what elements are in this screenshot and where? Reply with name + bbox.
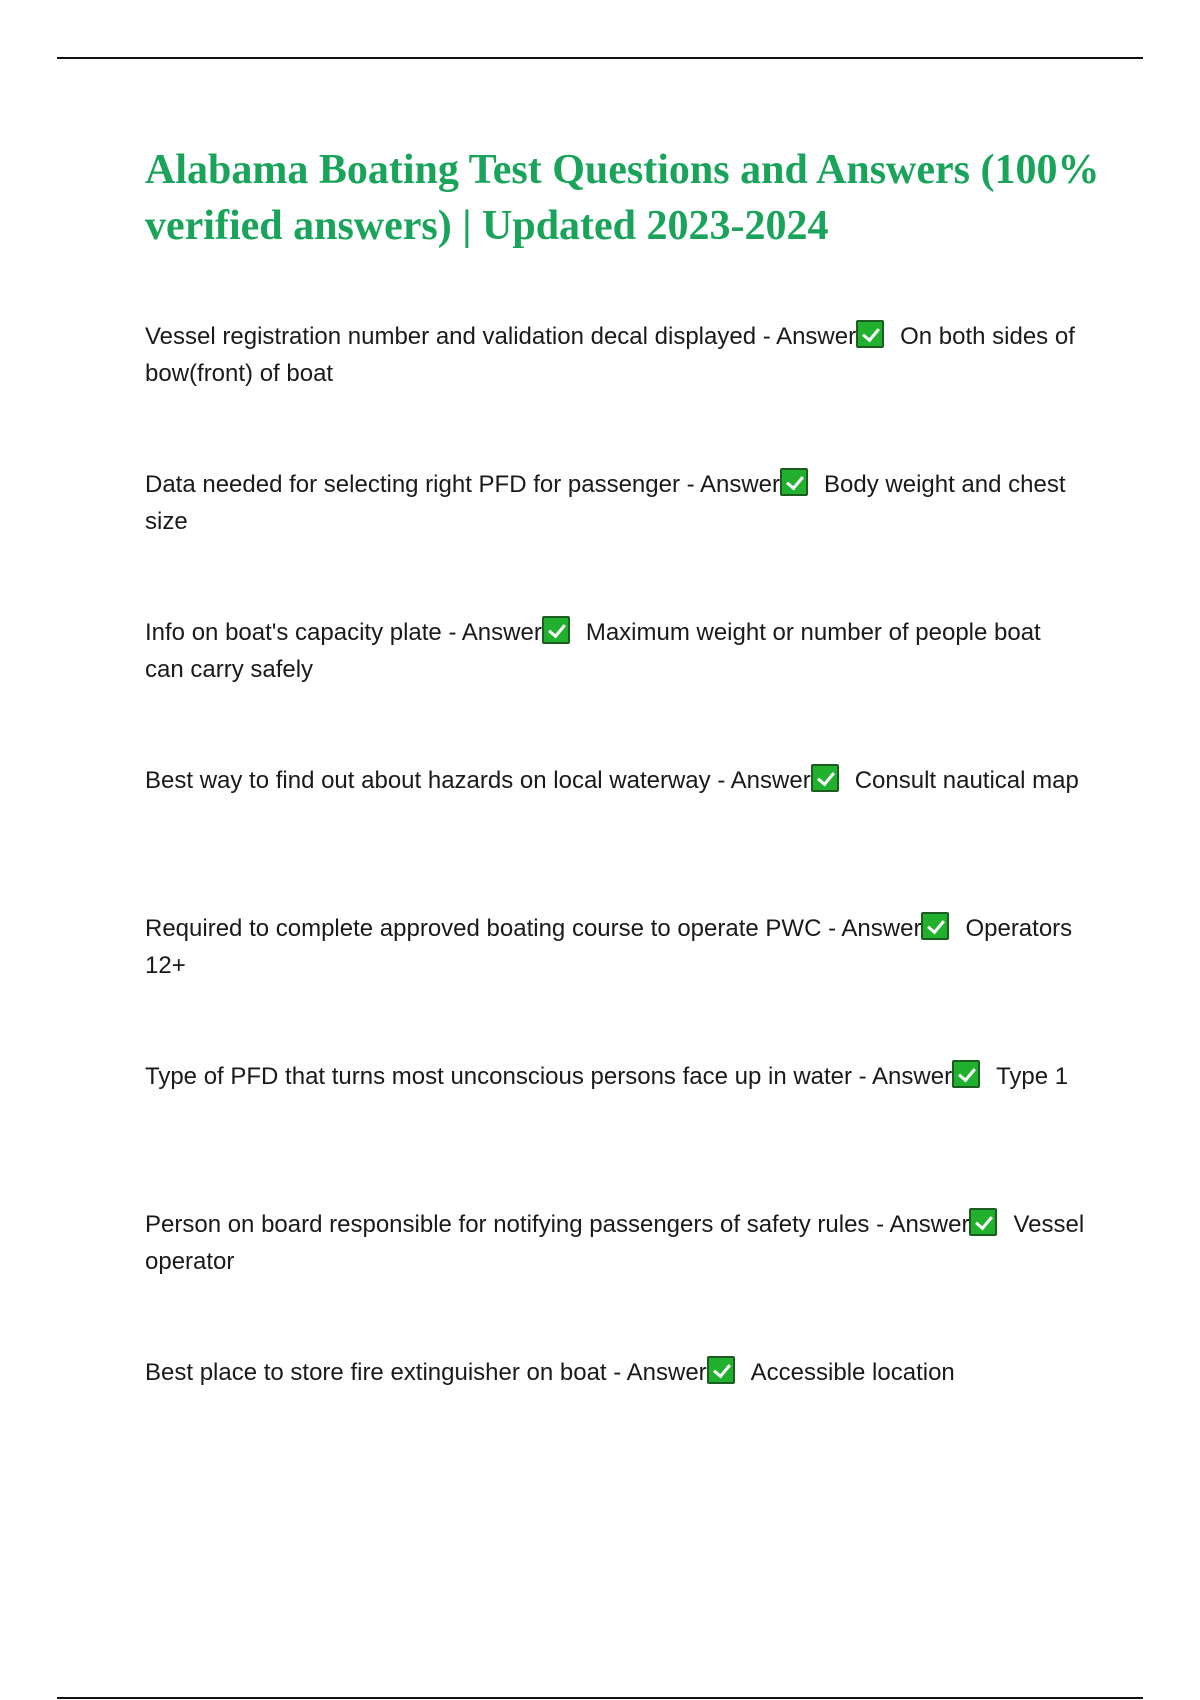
answer-text: On both sides of bow(front) of boat: [145, 323, 1075, 387]
qa-item: [145, 466, 1085, 614]
question-text: Best way to find out about hazards on local waterway: [145, 767, 711, 794]
checkmark-icon: [542, 616, 570, 644]
document-title: Alabama Boating Test Questions and Answers (100% verified answers) | Updated 2023-2024: [145, 147, 1100, 249]
qa-item: [145, 1354, 1085, 1502]
answer-label: Answer: [730, 767, 811, 794]
separator: -: [852, 1063, 873, 1090]
question-text: Best place to store fire extinguisher on boat: [145, 1359, 607, 1386]
answer-text: Maximum weight or number of people boat can carry safely: [145, 619, 1041, 683]
separator: -: [441, 619, 462, 646]
qa-item: [145, 318, 1085, 466]
answer-label: Answer: [461, 619, 542, 646]
question-text: Data needed for selecting right PFD for passenger: [145, 471, 680, 498]
checkmark-icon: [780, 468, 808, 496]
answer-label: Answer: [872, 1063, 953, 1090]
answer-label: Answer: [841, 915, 922, 942]
answer-label: Answer: [889, 1211, 970, 1238]
checkmark-icon: [856, 320, 884, 348]
qa-item: [145, 1058, 1085, 1206]
answer-text: Accessible location: [750, 1359, 955, 1386]
separator: -: [821, 915, 842, 942]
answer-label: Answer: [626, 1359, 707, 1386]
question-text: Vessel registration number and validation decal displayed: [145, 323, 757, 350]
answer-text: Type 1: [996, 1063, 1069, 1090]
checkmark-icon: [952, 1060, 980, 1088]
separator: -: [710, 767, 731, 794]
qa-item: [145, 614, 1085, 762]
answer-text: Consult nautical map: [854, 767, 1079, 794]
checkmark-icon: [811, 764, 839, 792]
answer-text: Operators 12+: [145, 915, 1073, 979]
question-text: Type of PFD that turns most unconscious persons face up in water: [145, 1063, 853, 1090]
bottom-divider: [57, 1697, 1143, 1699]
qa-item: [145, 1206, 1085, 1354]
separator: -: [679, 471, 700, 498]
qa-list: [145, 318, 1085, 1502]
checkmark-icon: [921, 912, 949, 940]
top-divider: [57, 57, 1143, 59]
qa-item: [145, 762, 1085, 910]
qa-item: [145, 910, 1085, 1058]
question-text: Person on board responsible for notifying passengers of safety rules: [145, 1211, 870, 1238]
answer-text: Body weight and chest size: [145, 471, 1066, 535]
checkmark-icon: [969, 1208, 997, 1236]
question-text: Info on boat's capacity plate: [145, 619, 442, 646]
answer-text: Vessel operator: [145, 1211, 1085, 1275]
separator: -: [606, 1359, 627, 1386]
separator: -: [869, 1211, 890, 1238]
answer-label: Answer: [699, 471, 781, 498]
answer-label: Answer: [776, 323, 857, 350]
checkmark-icon: [707, 1356, 735, 1384]
question-text: Required to complete approved boating course to operate PWC: [145, 915, 822, 942]
separator: -: [756, 323, 777, 350]
